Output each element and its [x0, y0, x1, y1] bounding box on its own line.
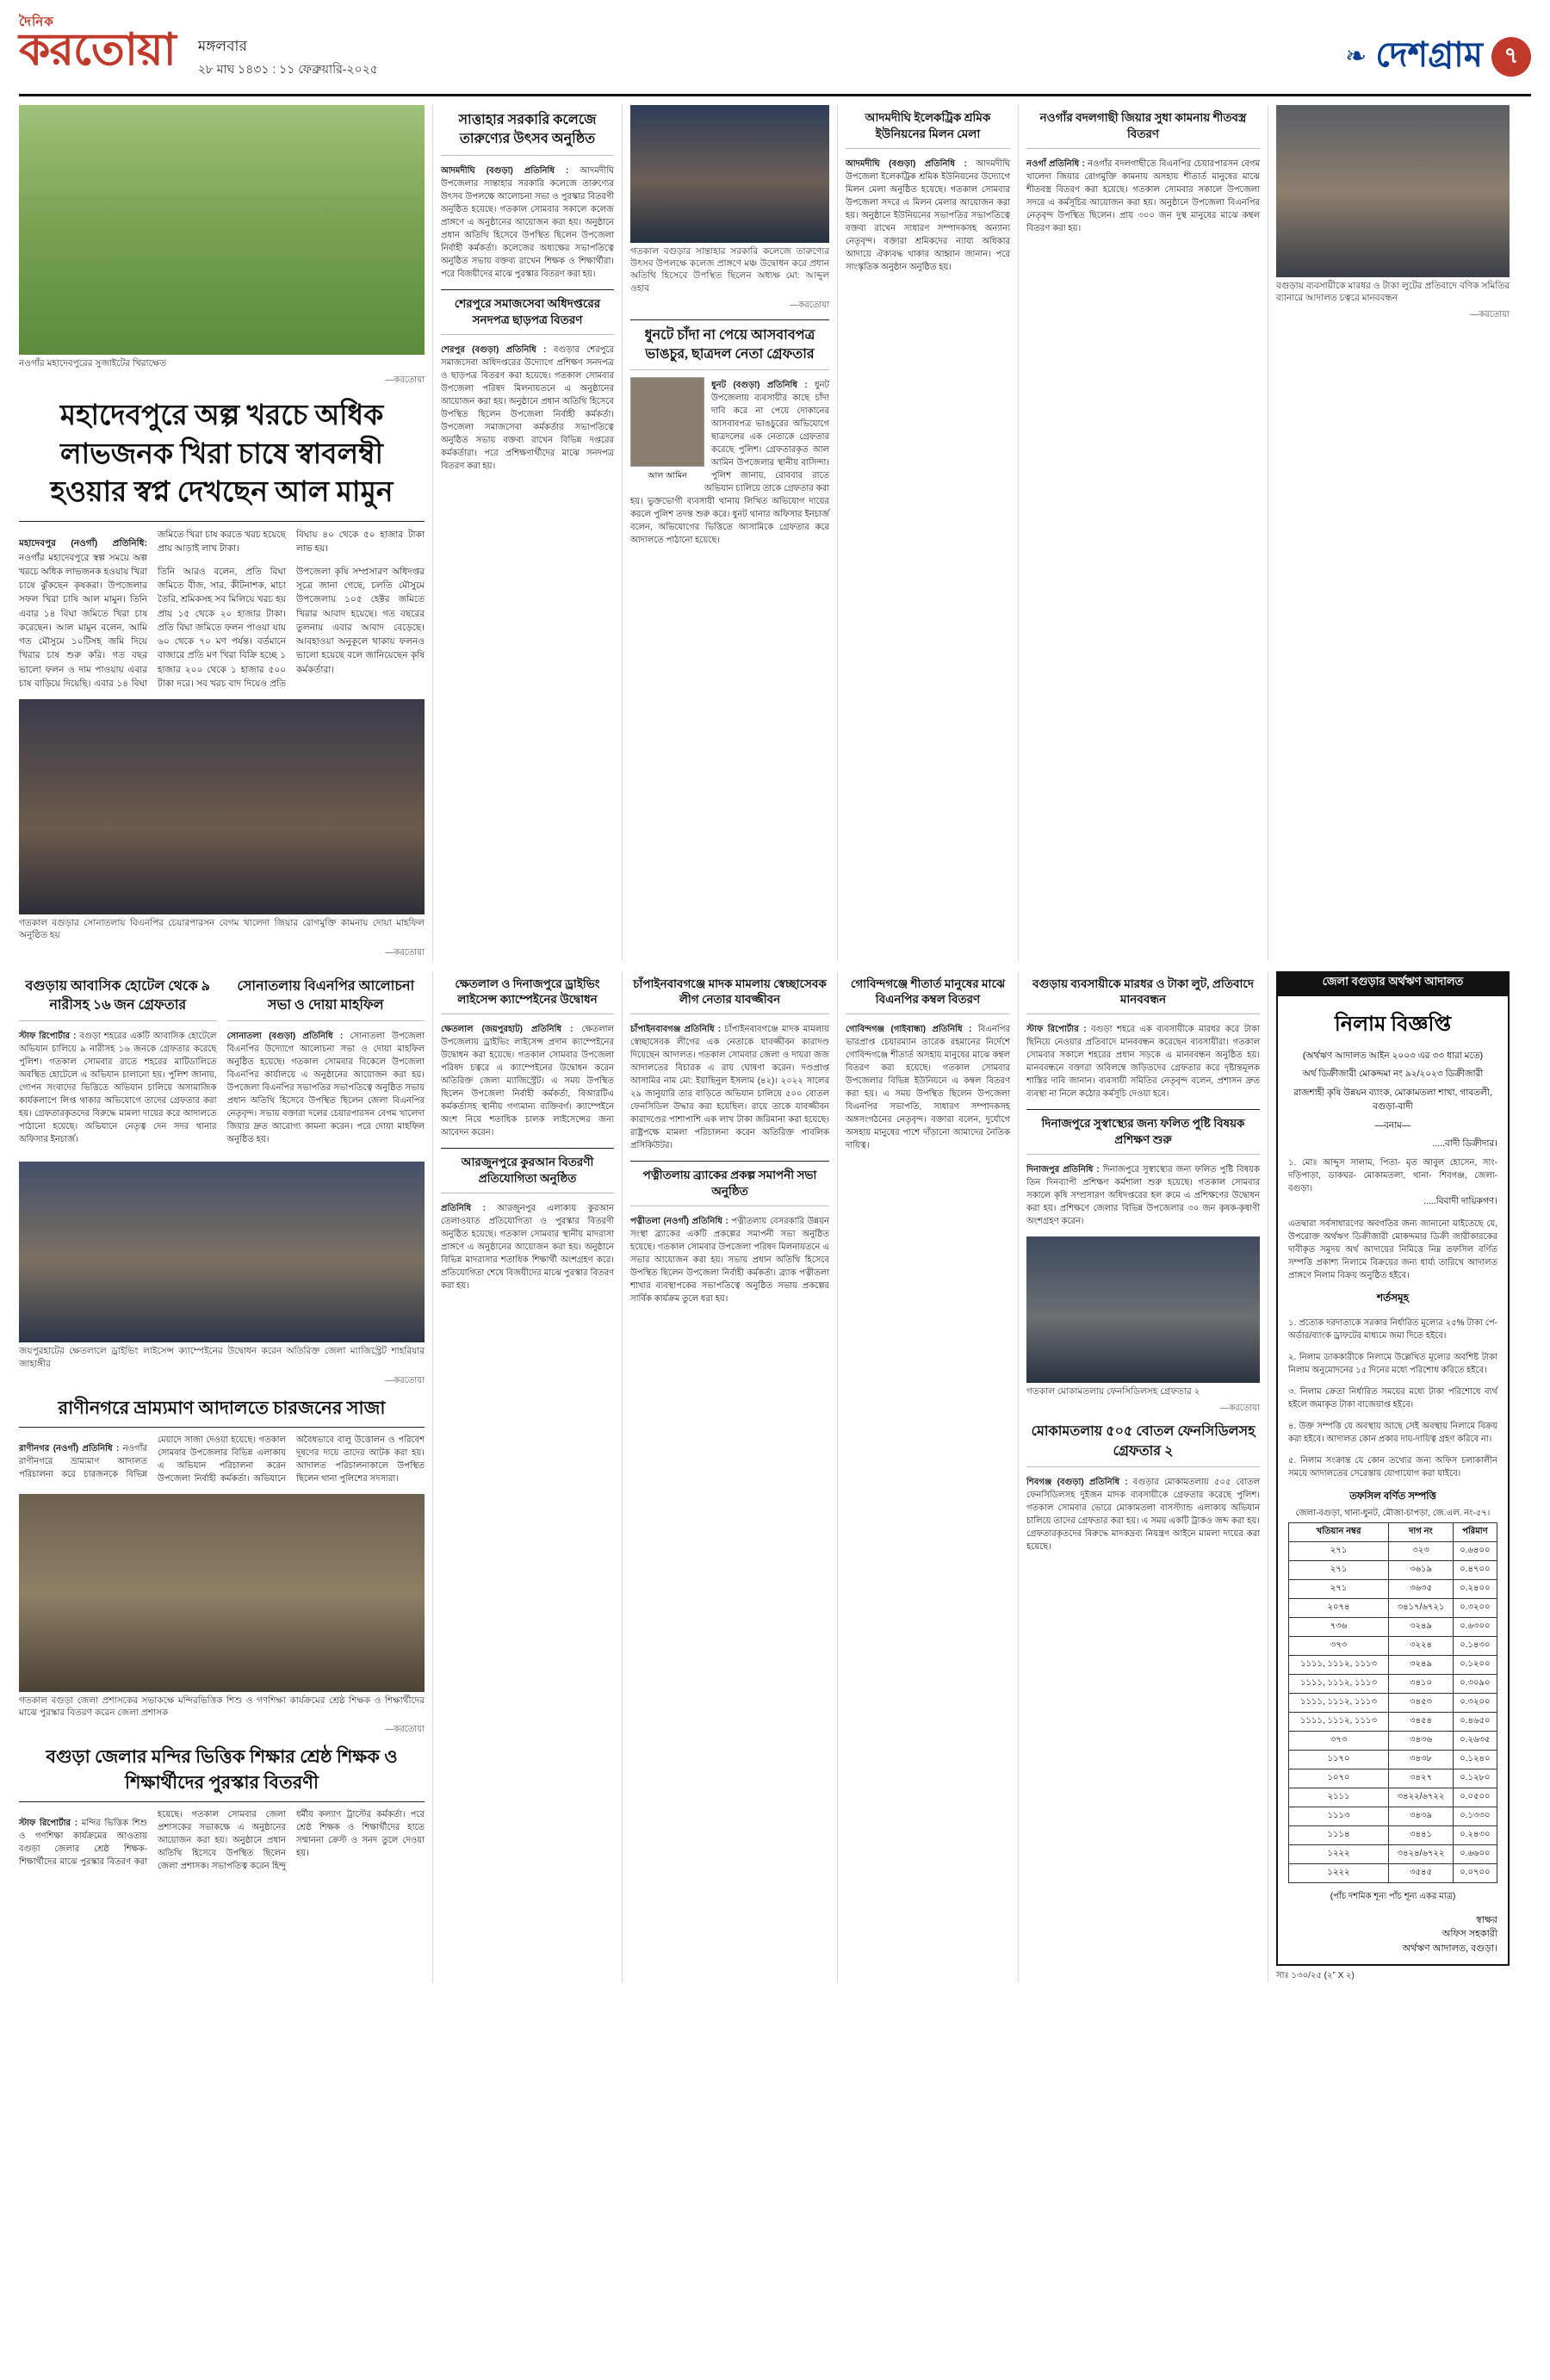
auction-table-header-row — [1289, 1522, 1497, 1541]
dinajpur-body — [1026, 1163, 1260, 1228]
auction-col-amount: পরিমাণ — [1453, 1522, 1497, 1541]
auction-table-cell: ০.১২৮০ — [1453, 1769, 1497, 1788]
rally-photo-caption: বগুড়ায় ব্যবসায়ীকে মারধর ও টাকা লুটের প্রতিবাদে বণিক সমিতির ব্যানারে আদালত চত্বরে মানববন্ধন — [1276, 281, 1510, 304]
mokamtola-body — [1026, 1476, 1260, 1553]
patnitala-headline: পত্নীতলায় ব্র্যাকের প্রকল্প সমাপনী সভা অনুষ্ঠিত — [642, 1168, 817, 1199]
divider — [630, 1013, 829, 1014]
mandir-headline: বগুড়া জেলার মন্দির ভিত্তিক শিক্ষার শ্রেষ্ঠ শিক্ষক ও শিক্ষার্থীদের পুরস্কার বিতরণী — [46, 1746, 398, 1793]
auction-sub6: ১. মোঃ আব্দুস সালাম, পিতা- মৃত আবুল হোসেন, সাং- দড়িপাড়া, ডাকঘর- মোকামতলা, থানা- শিবগঞ্জ, জেলা- বগুড়া। — [1288, 1158, 1497, 1194]
masthead-full-date: ২৮ মাঘ ১৪৩১ : ১১ ফেব্রুয়ারি-২০২৫ — [197, 61, 378, 76]
auction-table-cell: ২১১১ — [1289, 1788, 1389, 1807]
auction-table-cell: ৩৪৩৮ — [1389, 1750, 1454, 1769]
chanda-text: ধুনট উপজেলায় ব্যবসায়ীর কাছে চাঁদা দাবি করে না পেয়ে দোকানের আসবাবপত্র ভাঙচুরের অভিযোগে ছাত্রদলের এক নেতাকে গ্রেফতার করেছে পুলিশ। গ্রেফতারকৃত আল আমিন উপজেলার স্থানীয় বাসিন্দা। পুলিশ জানায়, রোববার রাতে অভিযান চালিয়ে তাকে গ্রেফতার করা হয়। ভুক্তভোগী ব্যবসায়ী থানায় লিখিত অভিযোগ দায়ের করলে পুলিশ তদন্ত শুরু করে। ধুনট থানার অফিসার ইনচার্জ বলেন, অভিযোগের ভিত্তিতে আসামিকে গ্রেফতার করে আদালতে পাঠানো হয়েছে। — [630, 381, 829, 546]
masthead-right — [1345, 15, 1531, 85]
sattahar-text: আদমদীঘি উপজেলার সান্তাহার সরকারি কলেজে তারুণ্যের উৎসব উপলক্ষে আলোচনা সভা ও পুরস্কার বিতরণী অনুষ্ঠিত হয়েছে। গতকাল সোমবার সকালে কলেজ প্রাঙ্গণে এ অনুষ্ঠানের আয়োজন করা হয়। অনুষ্ঠানে প্রধান অতিথি হিসেবে উপস্থিত ছিলেন উপজেলা নির্বাহী কর্মকর্তা। কলেজের অধ্যক্ষের সভাপতিত্বে অনুষ্ঠিত সভায় বক্তব্য রাখেন শিক্ষক ও শিক্ষার্থীরা। পরে বিজয়ীদের মাঝে পুরস্কার বিতরণ করা হয়। — [441, 165, 615, 279]
mandir-photo-credit: —করতোয়া — [385, 1725, 425, 1735]
logo-main-text: করতোয়া — [19, 26, 176, 75]
auction-sub7: .....বিবাদী দায়িকগণ। — [1423, 1196, 1497, 1207]
auction-signature-office: অর্থঋণ আদালত, বগুড়া। — [1402, 1943, 1497, 1954]
arjuntala-body — [441, 1202, 614, 1292]
auction-table-cell: ০.২৪০০ — [1453, 1579, 1497, 1598]
gobindaganj-text: বিএনপির ভারপ্রাপ্ত চেয়ারম্যান তারেক রহমানের নির্দেশে গোবিন্দগঞ্জে শীতার্ত অসহায় মানুষের মাঝে কম্বল বিতরণ করা হয়েছে। গতকাল সোমবার উপজেলার বিভিন্ন ইউনিয়নে এ কম্বল বিতরণ করা হয়। এ সময় উপস্থিত ছিলেন উপজেলা বিএনপির সভাপতি, সাধারণ সম্পাদকসহ অঙ্গসংগঠনের নেতৃবৃন্দ। বক্তারা বলেন, দুর্যোগে অসহায় মানুষের পাশে দাঁড়ানো আমাদের নৈতিক দায়িত্ব। — [846, 1025, 1010, 1151]
auction-term-2: ২. নিলাম ডাককারীকে নিলামে উল্লেখিত মূল্যের অবশিষ্ট টাকা নিলাম অনুমোদনের ১৫ দিনের মধ্যে পরিশোধ করিতে হইবে। — [1288, 1352, 1497, 1375]
auction-table-cell: ২৭১ — [1289, 1560, 1389, 1579]
auction-sub1: (অর্থঋণ আদালত আইন ২০০৩ এর ৩৩ ধারা মতে) — [1302, 1050, 1484, 1061]
auction-table-row — [1289, 1541, 1497, 1560]
section-title: দেশগ্রাম — [1375, 35, 1483, 74]
auction-table-cell: ১০৭০ — [1289, 1769, 1389, 1788]
column-3-lower — [622, 971, 837, 1983]
auction-table-cell: ১১১১, ১১১২, ১১১৩ — [1289, 1655, 1389, 1674]
divider — [19, 1020, 217, 1021]
auction-total-note: (পাঁচ দশমিক শূন্য পাঁচ শূন্য একর মাত্র) — [1330, 1891, 1456, 1901]
auction-table-row — [1289, 1825, 1497, 1844]
auction-table-cell: ৩৪২৪/৬৭২২ — [1389, 1844, 1454, 1863]
auction-term-3: ৩. নিলাম ক্রেতা নির্ধারিত সময়ের মধ্যে টাকা পরিশোধে ব্যর্থ হইলে জমাকৃত টাকা বাজেয়াপ্ত হইবে। — [1288, 1386, 1497, 1410]
auction-table-cell: ০.১৪৩০ — [1453, 1636, 1497, 1655]
lead-body — [19, 528, 425, 691]
raninagar-paragraph: নওগাঁর রাণীনগরে ভ্রাম্যমাণ আদালত পরিচালনা করে চারজনকে বিভিন্ন মেয়াদে সাজা দেওয়া হয়েছে। গতকাল সোমবার উপজেলার বিভিন্ন এলাকায় এ অভিযান পরিচালনা করেন উপজেলা নির্বাহী কর্মকর্তা। অভিযানে অবৈধভাবে বালু উত্তোলন ও পরিবেশ দূষণের দায়ে তাদের আটক করা হয়। আদালত পরিচালনাকালে উপস্থিত ছিলেন থানা পুলিশের সদস্যরা। — [19, 1435, 425, 1484]
adamdighi-body — [846, 158, 1010, 274]
arjuntala-text: আরজুনপুর এলাকায় কুরআন তেলাওয়াত প্রতিযোগিতা ও পুরস্কার বিতরণী অনুষ্ঠিত হয়েছে। গতকাল সোমবার স্থানীয় মাদরাসা প্রাঙ্গণে এ অনুষ্ঠানের আয়োজন করা হয়। অনুষ্ঠানে বিভিন্ন মাদরাসার শতাধিক শিক্ষার্থী অংশগ্রহণ করে। প্রতিযোগিতা শেষে বিজয়ীদের মাঝে পুরস্কার বিতরণ করা হয়। — [441, 1204, 614, 1292]
hotel-body — [19, 1030, 217, 1146]
divider — [441, 1013, 614, 1014]
sattahar-byline: আদমদীঘি (বগুড়া) প্রতিনিধি : — [441, 165, 569, 176]
mokamtola-photo-caption: গতকাল মোকামতলায় ফেনসিডিলসহ গ্রেফতার ২ — [1026, 1386, 1200, 1398]
auction-table-row — [1289, 1560, 1497, 1579]
ketlal-text: ক্ষেতলাল উপজেলায় ড্রাইভিং লাইসেন্স প্রদান ক্যাম্পেইনের উদ্বোধন করা হয়েছে। গতকাল সোমবার উপজেলা পরিষদ চত্বরে এ ক্যাম্পেইনের উদ্বোধন করেন অতিরিক্ত জেলা ম্যাজিস্ট্রেট। এ সময় উপস্থিত ছিলেন উপজেলা নির্বাহী কর্মকর্তা, বিআরটিএ কর্মকর্তাসহ স্থানীয় গণ্যমান্য ব্যক্তিবর্গ। ক্যাম্পেইনে অংশ নিয়ে শতাধিক চালক লাইসেন্সের জন্য আবেদন করেন। — [441, 1025, 615, 1138]
column-6-lower — [1268, 971, 1517, 1983]
auction-table-cell: ৩৬৩৫ — [1389, 1579, 1454, 1598]
auction-table-cell: ১২২২ — [1289, 1863, 1389, 1882]
ketlal-photo-caption: জয়পুরহাটের ক্ষেতলালে ড্রাইভিং লাইসেন্স ক্যাম্পেইনের উদ্বোধন করেন অতিরিক্ত জেলা ম্যাজিস্ট্রেট শাহরিয়ার জাহাঙ্গীর — [19, 1346, 425, 1369]
lead-photo — [19, 105, 425, 355]
nagarbari-headline: নওগাঁর বদলগাছী জিয়ার সুধা কামনায় শীতবস্ত্র বিতরণ — [1039, 111, 1247, 140]
divider — [441, 334, 614, 335]
auction-table-cell: ১১৭০ — [1289, 1750, 1389, 1769]
gobindaganj-byline: গোবিন্দগঞ্জ (গাইবান্ধা) প্রতিনিধি : — [846, 1025, 972, 1035]
column-4-lower — [837, 971, 1018, 1983]
auction-table-cell: ০.৬৩০০ — [1453, 1617, 1497, 1636]
divider — [846, 1013, 1010, 1014]
column-5-lower — [1018, 971, 1268, 1983]
auction-table-cell: ৩২৪৯ — [1389, 1655, 1454, 1674]
lead-photo-caption: নওগাঁর মহাদেবপুরের সুজাইটের খিরাক্ষেত — [19, 358, 167, 369]
column-3 — [622, 105, 837, 961]
auction-table-cell: ২০৭৪ — [1289, 1598, 1389, 1617]
divider — [227, 1020, 425, 1021]
raninagar-headline: রাণীনগরে ভ্রাম্যমাণ আদালতে চারজনের সাজা — [58, 1397, 386, 1418]
auction-table-cell: ৩৪১০ — [1389, 1674, 1454, 1693]
auction-table-cell: ৩৫৪৫ — [1389, 1863, 1454, 1882]
auction-table-cell: ১১১৪ — [1289, 1825, 1389, 1844]
divider — [19, 521, 425, 522]
hotel-text: বগুড়া শহরের একটি আবাসিক হোটেলে অভিযান চালিয়ে ৯ নারীসহ ১৬ জনকে গ্রেফতার করেছে পুলিশ। গতকাল সোমবার রাতে শহরের মাটিডালিতে অবস্থিত হোটেলে এ অভিযান চালানো হয়। পুলিশ জানায়, গোপন সংবাদের ভিত্তিতে অভিযান চালিয়ে অসামাজিক কার্যকলাপে লিপ্ত থাকার অভিযোগে তাদের গ্রেফতার করা হয়। গ্রেফতারকৃতদের বিরুদ্ধে মামলা দায়ের করে আদালতে পাঠানো হয়েছে। অভিযানে নেতৃত্ব দেন সদর থানার অফিসার ইনচার্জ। — [19, 1032, 217, 1145]
sonatola-body — [227, 1030, 425, 1146]
ketlal-body — [441, 1023, 614, 1139]
column-4 — [837, 105, 1018, 961]
mokamtola-headline: মোকামতলায় ৫০৫ বোতল ফেনসিডিলসহ গ্রেফতার ২ — [1031, 1424, 1256, 1459]
auction-table-cell: ০.৩০৯০ — [1453, 1674, 1497, 1693]
mokamtola-text: বগুড়ার মোকামতলায় ৫০৫ বোতল ফেনসিডিলসহ দুইজন মাদক ব্যবসায়ীকে গ্রেফতার করেছে পুলিশ। গতকাল সোমবার ভোরে মোকামতলা বাসস্ট্যান্ড এলাকায় অভিযান চালিয়ে তাদের গ্রেফতার করা হয়। এ সময় একটি ট্রাকও জব্দ করা হয়। গ্রেফতারকৃতদের বিরুদ্ধে মাদকদ্রব্য নিয়ন্ত্রণ আইনে মামলা দায়ের করা হয়েছে। — [1026, 1478, 1260, 1553]
auction-table — [1288, 1522, 1497, 1883]
ketlal-byline: ক্ষেতলাল (জয়পুরহাট) প্রতিনিধি : — [441, 1025, 574, 1035]
lead-paragraph-3: উপজেলা কৃষি সম্প্রসারণ অধিদপ্তর সূত্রে জানা গেছে, চলতি মৌসুমে উপজেলায় ১০৫ হেক্টর জমিতে খিরার আবাদ হয়েছে। গত বছরের তুলনায় এবার আবাদ বেড়েছে। আবহাওয়া অনুকূলে থাকায় ফলনও ভালো হয়েছে বলে জানিয়েছেন কৃষি কর্মকর্তারা। — [296, 566, 425, 675]
lead-headline: মহাদেবপুরে অল্প খরচে অধিক লাভজনক খিরা চাষে স্বাবলম্বী হওয়ার স্বপ্ন দেখছেন আল মামুন — [50, 400, 394, 509]
auction-table-row — [1289, 1863, 1497, 1882]
divider — [441, 289, 614, 290]
page-grid — [19, 105, 1531, 961]
divider — [19, 1801, 425, 1802]
divider — [630, 1205, 829, 1206]
masthead — [19, 15, 1531, 96]
divider — [1026, 1109, 1260, 1110]
auction-signature-name: স্বাক্ষর — [1476, 1914, 1497, 1925]
raninagar-text — [19, 1434, 425, 1487]
auction-table-cell: ৩৪৩৯ — [1389, 1807, 1454, 1825]
auction-table-cell: ০.৩২০০ — [1453, 1693, 1497, 1712]
chanda-headline: ধুনটে চাঁদা না পেয়ে আসবাবপত্র ভাঙচুর, ছাত্রদল নেতা গ্রেফতার — [644, 327, 815, 363]
auction-table-row — [1289, 1636, 1497, 1655]
mokamtola-photo — [1026, 1236, 1260, 1383]
auction-table-row — [1289, 1655, 1497, 1674]
divider — [630, 319, 829, 320]
masthead-left — [19, 15, 378, 80]
auction-table-cell: ০.৩২০০ — [1453, 1598, 1497, 1617]
sonatola-dua-caption: গতকাল বগুড়ার সোনাতলায় বিএনপির চেয়ারপারসন বেগম খালেদা জিয়ার রোগমুক্তি কামনায় দোয়া মাহফিল অনুষ্ঠিত হয় — [19, 918, 425, 941]
auction-table-row — [1289, 1579, 1497, 1598]
auction-table-row — [1289, 1693, 1497, 1712]
sattahar-photo-credit: —করতোয়া — [790, 300, 829, 310]
patnitala-text: পত্নীতলায় বেসরকারি উন্নয়ন সংস্থা ব্র্যাকের একটি প্রকল্পের সমাপনী সভা অনুষ্ঠিত হয়েছে। গতকাল সোমবার উপজেলা পরিষদ মিলনায়তনে এ সভার আয়োজন করা হয়। সভায় প্রধান অতিথি হিসেবে উপস্থিত ছিলেন উপজেলা নির্বাহী কর্মকর্তা। ব্র্যাক পত্নীতলা শাখার ব্যবস্থাপকের সভাপতিত্বে অনুষ্ঠিত সভায় প্রকল্পের সার্বিক কার্যক্রম তুলে ধরা হয়। — [630, 1217, 829, 1305]
lead-photo-credit: —করতোয়া — [385, 375, 425, 386]
auction-table-cell: ০.১২৪০ — [1453, 1750, 1497, 1769]
sattahar-photo — [630, 105, 829, 243]
auction-table-row — [1289, 1844, 1497, 1863]
dinajpur-byline: দিনাজপুর প্রতিনিধি : — [1026, 1165, 1100, 1175]
sonatola-dua-credit: —করতোয়া — [385, 947, 425, 958]
auction-table-cell: ৩৬১৯ — [1389, 1560, 1454, 1579]
auction-sub4: —বনাম— — [1374, 1119, 1411, 1131]
column-6 — [1268, 105, 1517, 961]
auction-table-cell: ১২২২ — [1289, 1844, 1389, 1863]
auction-table-row — [1289, 1617, 1497, 1636]
auction-table-cell: ০.০৫০০ — [1453, 1788, 1497, 1807]
auction-terms-title: শর্তসমূহ — [1377, 1291, 1409, 1304]
sonatola-headline: সোনাতলায় বিএনপির আলোচনা সভা ও দোয়া মাহফিল — [237, 978, 415, 1013]
mokamtola-photo-credit: —করতোয়া — [1220, 1404, 1260, 1414]
newspaper-logo — [19, 15, 176, 73]
arjuntala-byline: প্রতিনিধি : — [441, 1204, 487, 1214]
adamdighi-byline: আদমদীঘি (বগুড়া) প্রতিনিধি : — [846, 158, 967, 169]
auction-table-cell: ০.৬৬০০ — [1453, 1844, 1497, 1863]
auction-table-cell: ১১১৩ — [1289, 1807, 1389, 1825]
column-1-lower — [19, 971, 432, 1983]
auction-table-cell: ২৭১ — [1289, 1541, 1389, 1560]
auction-signature-title: অফিস সহকারী — [1442, 1929, 1497, 1940]
sherpur-headline: শেরপুরে সমাজসেবা অধিদপ্তরের সনদপত্র ছাড়পত্র বিতরণ — [454, 296, 601, 326]
sherpur-text: বগুড়ার শেরপুরে সমাজসেবা অধিদপ্তরের উদ্যোগে প্রশিক্ষণ সনদপত্র ও ছাড়পত্র বিতরণ করা হয়েছে। গতকাল সোমবার উপজেলা পরিষদ মিলনায়তনে এ অনুষ্ঠানের আয়োজন করা হয়। অনুষ্ঠানে প্রধান অতিথি হিসেবে উপস্থিত ছিলেন উপজেলা নির্বাহী কর্মকর্তা। উপজেলা সমাজসেবা কর্মকর্তার সভাপতিত্বে অনুষ্ঠিত সভায় বক্তব্য রাখেন বিভিন্ন দপ্তরের কর্মকর্তারা। পরে প্রশিক্ষণার্থীদের মাঝে সনদপত্র বিতরণ করা হয়। — [441, 344, 615, 471]
auction-table-cell: ৩৪৫৪ — [1389, 1712, 1454, 1731]
auction-table-cell: ১১১১, ১১১২, ১১১৩ — [1289, 1712, 1389, 1731]
divider — [1026, 148, 1260, 149]
divider — [1026, 1466, 1260, 1467]
auction-table-cell: ৩৪১৭/৬৭২১ — [1389, 1598, 1454, 1617]
bogura-habib-headline: বগুড়ায় ব্যবসায়ীকে মারধর ও টাকা লুট, প্রতিবাদে মানববন্ধন — [1032, 976, 1254, 1007]
chapai-text: চাঁপাইনবাবগঞ্জে মাদক মামলায় স্বেচ্ছাসেবক লীগের এক নেতাকে যাবজ্জীবন কারাদণ্ড দিয়েছেন আদালত। গতকাল সোমবার জেলা ও দায়রা জজ আদালতের বিচারক এ রায় ঘোষণা করেন। দণ্ডপ্রাপ্ত আসামির নাম মো: ইয়াছিনুল ইসলাম (৪২)। ২০২২ সালের ২৯ জানুয়ারি তার বাড়িতে অভিযান চালিয়ে ৫০০ বোতল ফেনসিডিল উদ্ধার করা হয়েছিল। রায়ে তাকে যাবজ্জীবন কারাদণ্ডের পাশাপাশি এক লাখ টাকা জরিমানা করা হয়েছে। রাষ্ট্রপক্ষে মামলা পরিচালনা করেন অতিরিক্ত পাবলিক প্রসিকিউটর। — [630, 1025, 829, 1151]
raninagar-byline: রাণীনগর (নওগাঁ) প্রতিনিধি : — [19, 1444, 120, 1454]
lead-text-1: নওগাঁর মহাদেবপুরে স্বল্প সময়ে অল্প খরচে অধিক লাভজনক হওয়ায় খিরা চাষে ঝুঁকছেন কৃষকরা। উপজেলার সফল খিরা চাষি আল মামুন। তিনি এবার ১৪ বিঘা জমিতে খিরা চাষ করেছেন। আল মামুন বলেন, আমি গত মৌসুমে ১০টিসহ জমি দিয়ে খিরার চাষ শুরু করি। গত বছর ভালো ফলন ও দাম পাওয়ায় এবার চাষ বাড়িয়ে দিয়েছি। এবার ১৪ বিঘা জমিতে খিরা চাষ করতে খরচ হয়েছে প্রায় আড়াই লাখ টাকা। — [19, 529, 286, 689]
hotel-byline: স্টাফ রিপোর্টার : — [19, 1032, 77, 1042]
dinajpur-headline: দিনাজপুরে সুস্বাস্থ্যের জন্য ফলিত পুষ্টি বিষয়ক প্রশিক্ষণ শুরু — [1041, 1117, 1245, 1147]
bogura-habib-byline: স্টাফ রিপোর্টার : — [1026, 1025, 1087, 1035]
auction-body: এতদ্বারা সর্বসাধারণের অবগতির জন্য জানানো যাইতেছে যে, উপরোক্ত অর্থঋণ ডিক্রীজারী মোকদ্দমার ডিক্রী জারীকারকের দাবীকৃত সমুদয় অর্থ আদায়ের নিমিত্তে নিম্ন তফসিল বর্ণিত সম্পত্তি প্রকাশ্য নিলামে বিক্রয়ের জন্য ধার্য্য তারিখে আদালত প্রাঙ্গণে নিলাম বিক্রয় অনুষ্ঠিত হইবে। — [1288, 1218, 1497, 1280]
divider — [441, 155, 614, 156]
patnitala-byline: পত্নীতলা (নওগাঁ) প্রতিনিধি : — [630, 1217, 728, 1227]
auction-signature — [1288, 1913, 1497, 1956]
chapai-headline: চাঁপাইনবাবগঞ্জে মাদক মামলায় স্বেচ্ছাসেবক লীগ নেতার যাবজ্জীবন — [633, 976, 827, 1007]
nagarbari-byline: নওগাঁ প্রতিনিধি : — [1026, 158, 1085, 169]
hotel-headline: বগুড়ায় আবাসিক হোটেল থেকে ৯ নারীসহ ১৬ জন গ্রেফতার — [25, 978, 211, 1013]
adamdighi-text: আদমদীঘি উপজেলা ইলেকট্রিক শ্রমিক ইউনিয়নের উদ্যোগে মিলন মেলা অনুষ্ঠিত হয়েছে। গতকাল সোমবার উপজেলা সদরে এ মিলন মেলার আয়োজন করা হয়। অনুষ্ঠানে ইউনিয়নের সভাপতির সভাপতিত্বে বক্তব্য রাখেন সাধারণ সম্পাদকসহ অন্যান্য নেতৃবৃন্দ। বক্তারা শ্রমিকদের ন্যায্য অধিকার আদায়ে ঐক্যবদ্ধ থাকার আহ্বান জানান। পরে সাংস্কৃতিক অনুষ্ঠান অনুষ্ঠিত হয়। — [846, 158, 1011, 272]
auction-table-cell: ০.৪৭০০ — [1453, 1560, 1497, 1579]
masthead-date — [198, 15, 378, 80]
auction-sub3: রাজশাহী কৃষি উন্নয়ন ব্যাংক, মোকামতলা শাখা, গাবতলী, বগুড়া-বাদী — [1293, 1088, 1492, 1112]
logo-small-text: দৈনিক — [19, 15, 54, 29]
auction-table-cell: ৩৭৩ — [1289, 1731, 1389, 1750]
auction-table-cell: ২৭১ — [1289, 1579, 1389, 1598]
auction-table-cell: ০.১৩৩০ — [1453, 1807, 1497, 1825]
nagarbari-text: নওগাঁর বদলগাছীতে বিএনপির চেয়ারপারসন বেগম খালেদা জিয়ার রোগমুক্তি কামনায় অসহায় শীতার্ত মানুষের মাঝে শীতবস্ত্র বিতরণ করা হয়েছে। গতকাল সোমবার সকালে উপজেলা সদরে এ কর্মসূচির আয়োজন করা হয়। অনুষ্ঠানে উপজেলা বিএনপির নেতৃবৃন্দ উপস্থিত ছিলেন। প্রায় ৩০০ জন দুস্থ মানুষের মাঝে কম্বল বিতরণ করা হয়। — [1026, 158, 1261, 233]
arrested-person-name: আল আমিন — [648, 471, 687, 481]
auction-table-cell: ১১১১, ১১১২, ১১১৩ — [1289, 1693, 1389, 1712]
chapai-body — [630, 1023, 829, 1152]
auction-table-cell: ৩৪২২/৬৭২২ — [1389, 1788, 1454, 1807]
auction-sub5: .....বাদী ডিক্রীদার। — [1432, 1138, 1497, 1150]
auction-term-5: ৫. নিলাম সংক্রান্ত যে কোন তথ্যের জন্য অফিস চলাকালীন সময়ে আদালতের সেরেস্তায় যোগাযোগ করা যাইবে। — [1288, 1455, 1497, 1478]
divider — [441, 1148, 614, 1149]
auction-section-label: জেলা বগুড়ার অর্থঋণ আদালত — [1276, 971, 1510, 995]
sattahar-photo-caption: গতকাল বগুড়ার সান্তাহার সরকারি কলেজে তারুণ্যের উৎসব উপলক্ষে কলেজ প্রাঙ্গণে মঞ্চ উদ্বোধন করে প্রধান অতিথি হিসেবে উপস্থিত ছিলেন অধ্যক্ষ মো: আব্দুল ওহাব — [630, 246, 829, 294]
auction-table-cell: ৩৪২৭ — [1389, 1769, 1454, 1788]
auction-table-cell: ৩৪৩৬ — [1389, 1731, 1454, 1750]
rally-photo — [1276, 105, 1510, 277]
auction-table-cell: ০.০৭০০ — [1453, 1863, 1497, 1882]
divider — [846, 148, 1010, 149]
patnitala-body — [630, 1215, 829, 1305]
auction-footer-ref: সাঃ ১৩০/২৫ (২” X ২) — [1276, 1971, 1355, 1981]
sonatola-dua-photo — [19, 699, 425, 914]
auction-sub2: অর্থ ডিক্রীজারী মোকদ্দমা নং ৯২/২০২৩ ডিক্রীজারী — [1302, 1069, 1484, 1080]
auction-col-khatian: খতিয়ান নম্বর — [1289, 1522, 1389, 1541]
sonatola-text: সোনাতলা উপজেলা বিএনপির উদ্যোগে আলোচনা সভা ও দোয়া মাহফিল অনুষ্ঠিত হয়েছে। গতকাল সোমবার বিকেলে উপজেলা বিএনপির কার্যালয়ে এ অনুষ্ঠানের আয়োজন করা হয়। উপজেলা বিএনপির সভাপতির সভাপতিত্বে অনুষ্ঠিত সভায় প্রধান অতিথি হিসেবে উপস্থিত ছিলেন জেলা বিএনপির নেতৃবৃন্দ। সভায় বক্তারা দলের চেয়ারপারসন বেগম খালেদা জিয়ার দ্রুত আরোগ্য কামনা করেন। পরে দোয়া মাহফিল অনুষ্ঠিত হয়। — [226, 1032, 425, 1145]
auction-table-cell: ১১১১, ১১১২, ১১১৩ — [1289, 1674, 1389, 1693]
column-1 — [19, 105, 432, 961]
column-2 — [432, 105, 622, 961]
divider — [630, 369, 829, 370]
auction-table-cell: ৩২২৪ — [1389, 1636, 1454, 1655]
auction-table-row — [1289, 1807, 1497, 1825]
adamdighi-headline: আদমদীঘি ইলেকট্রিক শ্রমিক ইউনিয়নের মিলন মেলা — [865, 111, 991, 140]
gobindaganj-headline: গোবিন্দগঞ্জে শীতার্ত মানুষের মাঝে বিএনপির কম্বল বিতরণ — [850, 976, 1006, 1007]
divider — [1026, 1154, 1260, 1155]
auction-table-row — [1289, 1598, 1497, 1617]
dinajpur-text: দিনাজপুরে সুস্বাস্থ্যের জন্য ফলিত পুষ্টি বিষয়ক তিন দিনব্যাপী প্রশিক্ষণ কর্মশালা শুরু হয়েছে। গতকাল সোমবার সকালে কৃষি সম্প্রসারণ অধিদপ্তরের হল রুমে এ প্রশিক্ষণের উদ্বোধন করা হয়। প্রশিক্ষণে জেলার বিভিন্ন উপজেলার ৩০ জন কৃষক-কৃষাণী অংশগ্রহণ করেন। — [1026, 1165, 1261, 1227]
mandir-paragraph: মন্দির ভিত্তিক শিশু ও গণশিক্ষা কার্যক্রমের আওতায় বগুড়া জেলার শ্রেষ্ঠ শিক্ষক-শিক্ষার্থীদের মাঝে পুরস্কার বিতরণ করা হয়েছে। গতকাল সোমবার জেলা প্রশাসকের সভাকক্ষে এ অনুষ্ঠানের আয়োজন করা হয়। অনুষ্ঠানে প্রধান অতিথি হিসেবে উপস্থিত ছিলেন জেলা প্রশাসক। সভাপতিত্ব করেন হিন্দু ধর্মীয় কল্যাণ ট্রাস্টের কর্মকর্তা। পরে শ্রেষ্ঠ শিক্ষক ও শিক্ষার্থীদের হাতে সম্মাননা ক্রেস্ট ও সনদ তুলে দেওয়া হয়। — [19, 1809, 425, 1871]
auction-table-row — [1289, 1788, 1497, 1807]
auction-table-cell: ৭৩৬ — [1289, 1617, 1389, 1636]
sherpur-body — [441, 344, 614, 473]
lead-byline: মহাদেবপুর (নওগাঁ) প্রতিনিধি: — [19, 538, 147, 549]
auction-table-row — [1289, 1769, 1497, 1788]
auction-table-cell: ০.২৬৩৫ — [1453, 1731, 1497, 1750]
mokamtola-byline: শিবগঞ্জ (বগুড়া) প্রতিনিধি : — [1026, 1478, 1128, 1488]
auction-table-row — [1289, 1674, 1497, 1693]
auction-table-cell: ০.২৪৩০ — [1453, 1825, 1497, 1844]
page-number-badge: ৭ — [1491, 37, 1531, 77]
wing-icon: ❧ — [1345, 42, 1367, 71]
bogura-habib-body — [1026, 1023, 1260, 1100]
column-2-lower — [432, 971, 622, 1983]
sattahar-headline: সাত্তাহার সরকারি কলেজে তারুণ্যের উৎসব অনুষ্ঠিত — [458, 113, 597, 147]
ketlal-headline: ক্ষেতলাল ও দিনাজপুরে ড্রাইভিং লাইসেন্স ক্যাম্পেইনের উদ্বোধন — [455, 976, 600, 1007]
auction-table-body — [1289, 1541, 1497, 1882]
rally-photo-credit: —করতোয়া — [1470, 310, 1510, 320]
lead-paragraph-2: তিনি আরও বলেন, প্রতি বিঘা জমিতে বীজ, সার, কীটনাশক, মাচা তৈরি, শ্রমিকসহ সব মিলিয়ে খরচ হয় প্রায় ১৫ থেকে ২০ হাজার টাকা। প্রতি বিঘা জমিতে ফলন পাওয়া যায় ৬০ থেকে ৭০ মণ পর্যন্ত। বর্তমানে বাজারে প্রতি মণ খিরা বিক্রি হচ্ছে ১ হাজার ২০০ থেকে ১ হাজার ৫০০ টাকা দরে। সব খরচ বাদ দিয়েও প্রতি বিঘায় ৪০ থেকে ৫০ হাজার টাকা লাভ হয়। — [158, 529, 425, 689]
page-grid-lower — [19, 971, 1531, 1983]
arjuntala-headline: আরজুনপুরে কুরআন বিতরণী প্রতিযোগিতা অনুষ্ঠিত — [461, 1156, 594, 1186]
bogura-habib-text: বগুড়া শহরে এক ব্যবসায়ীকে মারধর করে টাকা ছিনিয়ে নেওয়ার প্রতিবাদে মানববন্ধন করেছেন ব্যবসায়ীরা। গতকাল সোমবার সকালে শহরের প্রধান সড়কে এ মানববন্ধন অনুষ্ঠিত হয়। মানববন্ধনে বক্তারা অবিলম্বে জড়িতদের গ্রেফতার করে দৃষ্টান্তমূলক শাস্তির দাবি জানান। ব্যবসায়ী সমিতির নেতৃবৃন্দ বলেন, প্রশাসন দ্রুত ব্যবস্থা না নিলে কঠোর কর্মসূচি দেওয়া হবে। — [1026, 1025, 1260, 1100]
sonatola-byline: সোনাতলা (বগুড়া) প্রতিনিধি : — [226, 1032, 344, 1042]
auction-term-4: ৪. উক্ত সম্পত্তি যে অবস্থায় আছে সেই অবস্থায় নিলামে বিক্রয় করা হইবে। আদালত কোন প্রকার দায়-দায়িত্ব গ্রহণ করিবে না। — [1288, 1421, 1497, 1444]
arrested-person-photo — [630, 377, 704, 467]
nagarbari-body — [1026, 158, 1260, 235]
sherpur-byline: শেরপুর (বগুড়া) প্রতিনিধি : — [441, 344, 547, 355]
sattahar-body — [441, 164, 614, 281]
auction-term-1: ১. প্রত্যেক দরদাতাকে সরকার নির্ধারিত মূল্যের ২৫% টাকা পে-অর্ডার/ব্যাংক ড্রাফটের মাধ্যমে জমা দিতে হইবে। — [1288, 1317, 1497, 1341]
auction-table-row — [1289, 1712, 1497, 1731]
auction-notice — [1276, 995, 1510, 1967]
auction-table-note: জেলা-বগুড়া, থানা-ধুনট, মৌজা-চাপড়া, জে.এল. নং-৫৭। — [1295, 1508, 1491, 1518]
auction-col-dag: দাগ নং — [1389, 1522, 1454, 1541]
auction-table-row — [1289, 1750, 1497, 1769]
auction-table-cell: ৩২৪৯ — [1389, 1617, 1454, 1636]
auction-table-cell: ০.৬৪০০ — [1453, 1541, 1497, 1560]
ketlal-photo-credit: —করতোয়া — [385, 1375, 425, 1385]
mandir-photo — [19, 1494, 425, 1692]
auction-table-cell: ৩২৩ — [1389, 1541, 1454, 1560]
divider — [1026, 1013, 1260, 1014]
mandir-photo-caption: গতকাল বগুড়া জেলা প্রশাসকের সভাকক্ষে মন্দিরভিত্তিক শিশু ও গণশিক্ষা কার্যক্রমের শ্রেষ্ঠ শিক্ষক ও শিক্ষার্থীদের মাঝে পুরস্কার বিতরণ করেন জেলা প্রশাসক — [19, 1695, 425, 1718]
auction-table-cell: ০.১২০০ — [1453, 1655, 1497, 1674]
auction-table-cell: ৩৪৪১ — [1389, 1825, 1454, 1844]
auction-table-row — [1289, 1731, 1497, 1750]
raninagar-body — [19, 1434, 425, 1487]
auction-table-cell: ৩৪৫৩ — [1389, 1693, 1454, 1712]
auction-table-cell: ০.৪৬৫০ — [1453, 1712, 1497, 1731]
divider — [630, 1161, 829, 1162]
ketlal-photo — [19, 1162, 425, 1342]
masthead-day: মঙ্গলবার — [197, 38, 247, 54]
chapai-byline: চাঁপাইনবাবগঞ্জ প্রতিনিধি : — [630, 1025, 722, 1035]
auction-title: নিলাম বিজ্ঞপ্তি — [1334, 1013, 1452, 1036]
auction-table-cell: ৩৭৩ — [1289, 1636, 1389, 1655]
mandir-body — [19, 1808, 425, 1873]
chanda-byline: ধুনট (বগুড়া) প্রতিনিধি : — [711, 381, 808, 391]
divider — [19, 1427, 425, 1428]
auction-table-caption: তফসিল বর্ণিত সম্পত্তি — [1349, 1491, 1436, 1502]
column-5 — [1018, 105, 1268, 961]
mandir-text — [19, 1808, 425, 1873]
gobindaganj-body — [846, 1023, 1010, 1152]
mandir-byline: স্টাফ রিপোর্টার : — [19, 1818, 78, 1828]
